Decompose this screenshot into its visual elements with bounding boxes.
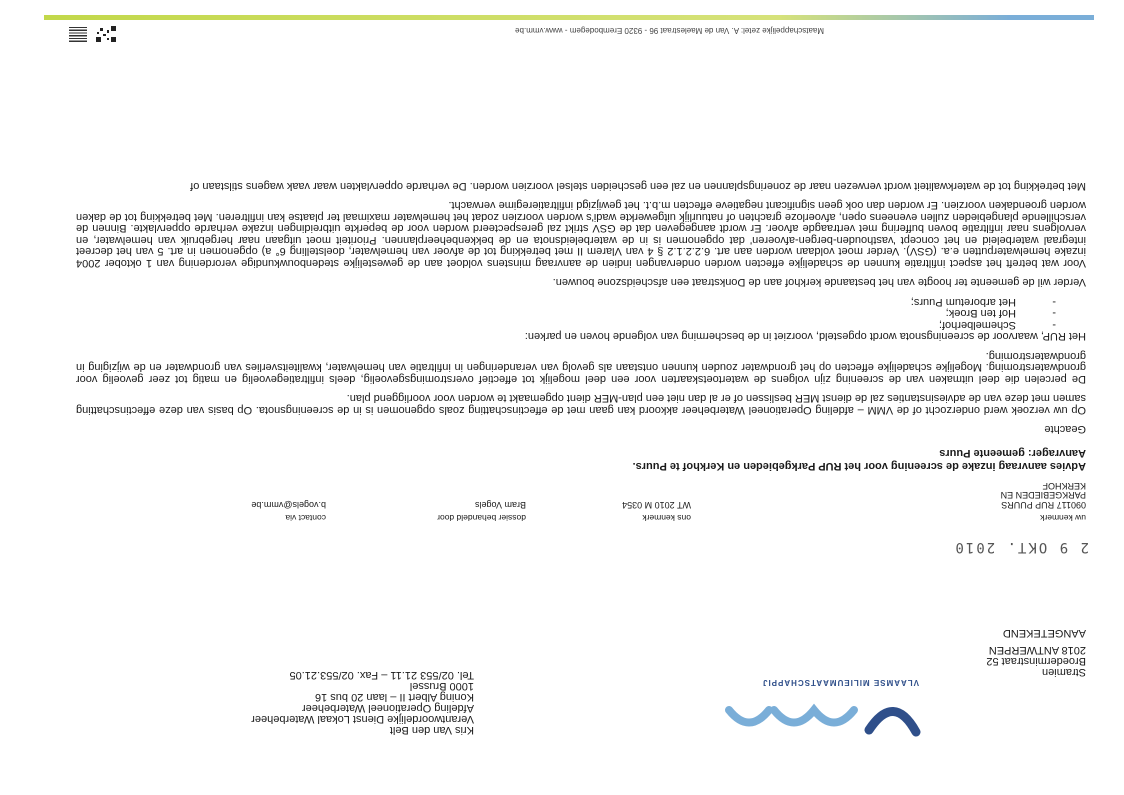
sender-line: Koning Albert II – laan 20 bus 16 xyxy=(314,691,474,703)
barcode-icon xyxy=(69,25,87,43)
recipient-line: 2018 ANTWERPEN xyxy=(988,644,1086,656)
list-item: - Hof ten Broek; xyxy=(76,307,1056,319)
paragraph: Verder wil de gemeente ter hoogte van het bestaande kerkhof aan de Donkstraat een afscheidszone bouwen. xyxy=(552,276,1086,289)
vmm-logo-mark-icon xyxy=(714,690,924,740)
paragraph: Het RUP, waarvoor de screeningsnota wordt opgesteld, voorziet in de bescherming van volgende hoven en parken: xyxy=(524,330,1086,343)
footer-address: Maatschappelijke zetel: A. Van de Maelestraat 96 - 9320 Erembodegem - www.vmm.be xyxy=(515,26,824,35)
subject xyxy=(86,446,1086,472)
delivery-method: AANGETEKEND xyxy=(1002,627,1086,639)
paragraph: De percelen die deel uitmaken van de screening zijn volgens de watertoetskaarten voor een deel mogelijk tot effectief overstromingsgevoelig, deels infiltratiegevoelig en matig tot zeer gevoelig voor grondwaterstroming. Mogelijke schadelijke effecten op het grondwater zouden kunnen ontstaan als gevolg van veranderingen in infiltratie van hemelwater, kwaliteitsverlies van grondwater en de wijziging in grondwaterstroming. xyxy=(76,350,1086,385)
sender-line: Kris Van den Belt xyxy=(389,724,474,736)
sender-block xyxy=(251,669,474,735)
recipient-line: Broederminstraat 52 xyxy=(986,655,1086,667)
parks-list xyxy=(76,296,1056,331)
list-item: - Het arboretum Puurs; xyxy=(76,296,1056,308)
applicant-line: Aanvrager: gemeente Puurs xyxy=(939,447,1086,459)
letter-body xyxy=(76,172,1086,416)
paragraph: Met betrekking tot de waterkwaliteit wordt verwezen naar de zoneringsplannen en zal een gescheiden stelsel voorzien worden. De verharde oppervlakten waar vaak wagens stilstaan of xyxy=(190,180,1086,192)
sender-line: Afdeling Operationeel Waterbeheer xyxy=(301,702,474,714)
qr-code-icon xyxy=(95,25,117,43)
sender-line: Verantwoordelijke Dienst Lokaal Waterbeheer xyxy=(251,713,474,725)
contact-label: contact via xyxy=(285,513,326,523)
your-ref-value: 090117 RUP PUURS PARKGEBIEDEN EN KERKHOF xyxy=(1000,481,1086,510)
paragraph: Voor wat betreft het aspect infiltratie kunnen de schadelijke effecten worden ondervangen indien de aanvraag minstens voldoet aan de gewestelijke stedenbouwkundige verordening van 1 oktober 2004 inzake hemelwaterputten e.a. (GSV). Verder moet voldaan worden aan art. 6.2.2.1.2 § 4 van Vlarem II met betrekking tot de afvoer van hemelwater, doelstelling 6° a) opgenomen in art. 5 van het decreet integraal waterbeleid en het concept 'vasthouden-bergen-afvoeren' dat opgenomen is in de waterbeleidsnota en de bekkenbeheerplannen. Prioriteit moet uitgaan naar hergebruik van hemelwater, en vervolgens naar infiltratie boven buffering met vertraagde afvoer. Er wordt aangegeven dat de GSV strikt zal gerespecteerd worden voor de beperkte uitbreidingen inzake verharde oppervlakte. Binnen de verschillende plangebieden zullen eveneens open, afvoerloze grachten of natuurlijk uitgewerkte wadi's worden voorzien zodat het hemelwater maximaal ter plaatse kan infiltreren. Met betrekking tot de daken worden groendaken voorzien. Er worden dan ook geen significant negatieve effecten m.b.t. het gewijzigd infiltratieregime verwacht. xyxy=(76,199,1086,269)
handled-by-label: dossier behandeld door xyxy=(437,513,526,523)
sender-line: 1000 Brussel xyxy=(409,680,474,692)
your-ref-label: uw kenmerk xyxy=(1040,513,1086,523)
list-item: - Schemelberhof; xyxy=(76,319,1056,331)
our-ref-value: WT 2010 M 0354 xyxy=(622,500,691,510)
header-color-stripe xyxy=(44,15,1094,20)
handled-by-value: Bram Vogels xyxy=(474,500,526,510)
our-ref-label: ons kenmerk xyxy=(642,513,691,523)
contact-value: b.vogels@vmm.be xyxy=(251,500,326,510)
subject-line: Advies aanvraag inzake de screening voor het RUP Parkgebieden en Kerkhof te Puurs. xyxy=(632,460,1086,472)
paragraph: Op uw verzoek werd onderzocht of de VMM – afdeling Operationeel Waterbeheer akkoord kan gaan met de effectinschatting zoals opgenomen is in de screeningsnota. Op basis van deze effectinschatting samen met deze van de adviesinstanties zal de dienst MER beslissen of er al dan niet een plan-MER dient opgemaakt te worden voor voorliggend plan. xyxy=(76,392,1086,416)
greeting: Geachte xyxy=(1044,423,1086,435)
recipient-line: Stramien xyxy=(1041,666,1086,678)
recipient-block xyxy=(756,627,1086,677)
logo-subtitle: VLAAMSE MILIEUMAATSCHAPPIJ xyxy=(762,678,919,687)
sender-line: Tel. 02/553 21.11 – Fax. 02/553.21.05 xyxy=(289,669,474,681)
date-stamp: 2 9 OKT. 2010 xyxy=(953,539,1089,555)
